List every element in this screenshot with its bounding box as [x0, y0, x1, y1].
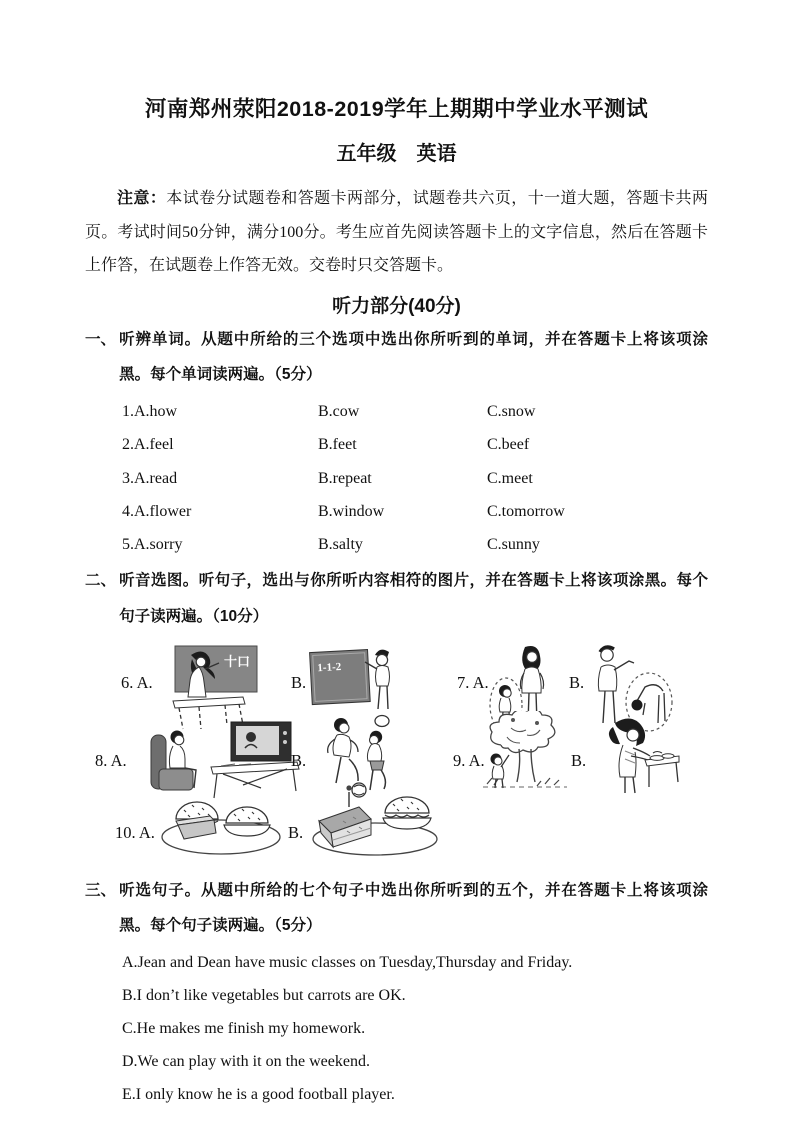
question3-text: 听选句子。从题中所给的七个句子中选出你所听到的五个，并在答题卡上将该项涂黑。每个句子读两遍。（5分） [119, 881, 708, 935]
notice-text: 本试卷分试题卷和答题卡两部分，试题卷共六页，十一道大题，答题卡共两页。考试时间50分钟，满分100分。考生应首先阅读答题卡上的文字信息，然后在答题卡上作答，在试题卷上作答无效。交卷时只交答题卡。 [85, 190, 708, 275]
option-label-8a: 8. A. [95, 750, 127, 770]
exam-notice [85, 182, 708, 283]
sentence-option-a: A.Jean and Dean have music classes on Tuesday,Thursday and Friday. [122, 953, 573, 971]
option-label-7a: 7. A. [457, 672, 489, 692]
word-option: B.repeat [318, 469, 372, 487]
girl-washing-dishes-illustration [589, 715, 681, 800]
sentence-option-b: B.I don’t like vegetables but carrots are OK. [122, 987, 406, 1005]
word-row-4 [122, 495, 708, 528]
word-row-2 [122, 428, 708, 461]
blackboard-text: 十口 [223, 653, 251, 669]
word-option: 1.A.how [122, 403, 178, 421]
word-option: 2.A.feel [122, 436, 174, 454]
listening-part-header: 听力部分(40分) [332, 295, 461, 317]
word-option: B.feet [318, 436, 357, 454]
question2-heading [85, 563, 708, 634]
word-option: 3.A.read [122, 469, 178, 487]
blackboard-text: 1-1-2 [317, 660, 342, 674]
option-label-7b: B. [569, 672, 585, 692]
cake-and-hamburger-illustration [309, 779, 445, 861]
word-options-table [122, 395, 708, 561]
question2-number: 二、 [85, 572, 117, 590]
notice-label: 注意： [117, 190, 167, 207]
option-label-9b: B. [571, 750, 587, 770]
word-option: 5.A.sorry [122, 536, 183, 554]
option-label-10a: 10. A. [115, 822, 155, 842]
page-title: 河南郑州荥阳2018-2019学年上期期中学业水平测试 [144, 97, 649, 121]
option-label-6a: 6. A. [121, 672, 153, 692]
word-option: C.meet [487, 469, 533, 487]
picture-options-grid [85, 637, 708, 873]
word-option: B.window [318, 502, 385, 520]
sentence-option-c: C.He makes me finish my homework. [122, 1020, 366, 1038]
sentence-option-d: D.We can play with it on the weekend. [122, 1053, 370, 1071]
option-label-10b: B. [288, 822, 304, 842]
word-row-5 [122, 528, 708, 561]
question1-text: 听辨单词。从题中所给的三个选项中选出你所听到的单词，并在答题卡上将该项涂黑。每个单词读两遍。（5分） [119, 330, 708, 384]
two-hamburgers-illustration [159, 783, 285, 861]
word-option: C.snow [487, 403, 536, 421]
option-label-9a: 9. A. [453, 750, 485, 770]
question3-number: 三、 [85, 881, 117, 899]
word-option: C.sunny [487, 536, 540, 554]
word-row-3 [122, 462, 708, 495]
child-by-tree-illustration [481, 711, 569, 799]
word-option: C.tomorrow [487, 502, 565, 520]
option-label-6b: B. [291, 672, 307, 692]
page-subtitle: 五年级 英语 [336, 143, 457, 165]
word-option: 4.A.flower [122, 502, 192, 520]
sentence-option-e: E.I only know he is a good football player. [122, 1086, 395, 1104]
word-option: C.beef [487, 436, 530, 454]
option-label-8b: B. [291, 750, 307, 770]
word-option: B.cow [318, 403, 360, 421]
sentence-options-list [122, 946, 708, 1112]
word-row-1 [122, 395, 708, 428]
question2-text: 听音选图。听句子，选出与你所听内容相符的图片，并在答题卡上将该项涂黑。每个句子读两遍。（10分） [119, 572, 708, 626]
word-option: B.salty [318, 536, 363, 554]
question1-number: 一、 [85, 330, 117, 348]
question1-heading [85, 322, 708, 393]
question3-heading [85, 873, 708, 944]
